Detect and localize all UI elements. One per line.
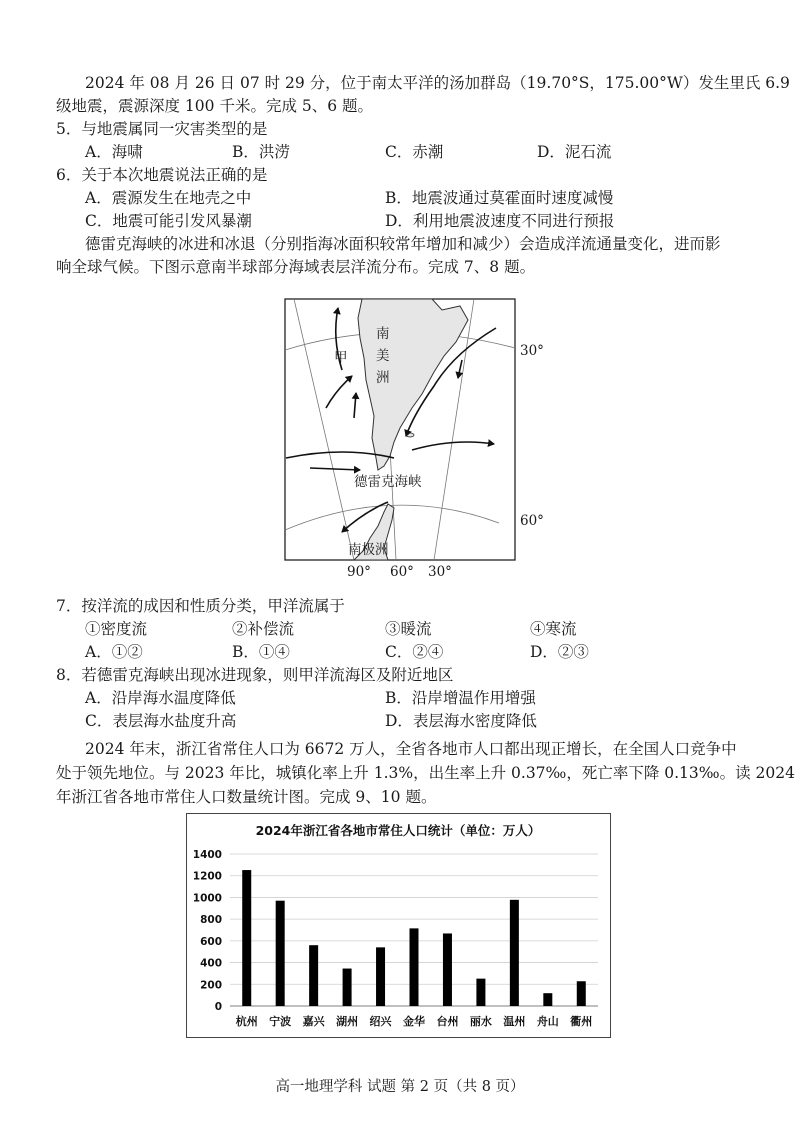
map-label-drake-passage: 德雷克海峡 [354, 474, 422, 490]
chart-ytick-label: 1400 [192, 849, 222, 861]
q8-option-c: C．表层海水盐度升高 [85, 712, 237, 730]
chart-ytick-label: 200 [200, 979, 222, 992]
chart-bar [276, 901, 285, 1006]
q7-option-a: A．①② [85, 643, 143, 661]
intro3-line1: 2024 年末，浙江省常住人口为 6672 万人，全省各地市人口都出现正增长，在全国人口竞争中 [85, 740, 737, 758]
map-lon-30-label: 30° [428, 564, 452, 580]
chart-xtick-label: 舟山 [536, 1015, 559, 1028]
map-svg [284, 298, 516, 561]
intro1-line2: 级地震，震源深度 100 千米。完成 5、6 题。 [56, 97, 374, 115]
chart-bar [309, 945, 318, 1006]
q6-option-b: B．地震波通过莫霍面时速度减慢 [385, 189, 614, 207]
chart-ytick-label: 1200 [192, 870, 222, 883]
intro3-line3: 年浙江省各地市常住人口数量统计图。完成 9、10 题。 [56, 788, 437, 806]
chart-bar [543, 993, 552, 1006]
map-label-jia: 甲 [334, 350, 348, 366]
q6-stem: 6．关于本次地震说法正确的是 [56, 166, 268, 184]
q5-stem: 5．与地震属同一灾害类型的是 [56, 120, 268, 138]
chart-xtick-label: 丽水 [469, 1015, 492, 1028]
chart-ytick-label: 1000 [192, 892, 222, 905]
map-label-zhou: 洲 [376, 370, 390, 386]
map-lat-30-label: 30° [520, 343, 544, 359]
chart-bar [476, 979, 485, 1006]
chart-xtick-label: 金华 [403, 1015, 425, 1028]
chart-bar [343, 969, 352, 1006]
chart-xtick-label: 杭州 [235, 1015, 258, 1028]
chart-bar [510, 900, 519, 1006]
q5-option-d: D．泥石流 [537, 143, 612, 161]
map-lon-90-label: 90° [347, 564, 371, 580]
q5-option-c: C．赤潮 [385, 143, 444, 161]
page-footer: 高一地理学科 试题 第 2 页（共 8 页） [275, 1079, 525, 1095]
q5-option-b: B．洪涝 [232, 143, 290, 161]
chart-ytick-label: 800 [200, 914, 222, 927]
q8-option-d: D．表层海水密度降低 [385, 712, 537, 730]
map-lon-60-label: 60° [390, 564, 414, 580]
chart-bar [410, 928, 419, 1006]
chart-svg [186, 813, 611, 1038]
chart-bar [443, 933, 452, 1006]
q5-option-a: A．海啸 [85, 143, 143, 161]
ocean-current-map [284, 298, 516, 561]
map-lat-60-label: 60° [520, 513, 544, 529]
chart-title: 2024年浙江省各地市常住人口统计（单位：万人） [255, 823, 541, 838]
intro2-line1: 德雷克海峡的冰进和冰退（分别指海冰面积较常年增加和减少）会造成洋流通量变化，进而影 [85, 235, 721, 253]
population-bar-chart [186, 813, 611, 1038]
q8-option-b: B．沿岸增温作用增强 [385, 689, 536, 707]
q7-item-1: ①密度流 [85, 620, 148, 638]
map-label-antarctica: 南极洲 [348, 542, 389, 558]
q7-stem: 7．按洋流的成因和性质分类，甲洋流属于 [56, 597, 345, 615]
chart-xtick-label: 嘉兴 [302, 1015, 325, 1028]
chart-xtick-label: 宁波 [269, 1015, 292, 1028]
chart-xtick-label: 绍兴 [369, 1015, 392, 1028]
map-label-nan: 南 [376, 326, 390, 342]
chart-bar [242, 870, 251, 1006]
chart-bar [577, 981, 586, 1006]
q6-option-c: C．地震可能引发风暴潮 [85, 212, 252, 230]
chart-ytick-label: 400 [200, 957, 222, 970]
intro1-line1: 2024 年 08 月 26 日 07 时 29 分，位于南太平洋的汤加群岛（19.70°S，175.00°W）发生里氏 6.9 [85, 74, 790, 92]
q7-option-c: C．②④ [385, 643, 444, 661]
q7-item-3: ③暖流 [385, 620, 432, 638]
chart-xtick-label: 衢州 [570, 1015, 593, 1028]
map-label-mei: 美 [376, 348, 390, 364]
chart-ytick-label: 600 [200, 935, 222, 948]
chart-xtick-label: 温州 [503, 1015, 526, 1028]
q6-option-a: A．震源发生在地壳之中 [85, 189, 252, 207]
q7-item-4: ④寒流 [530, 620, 577, 638]
chart-bar [376, 947, 385, 1006]
q7-item-2: ②补偿流 [232, 620, 295, 638]
q8-option-a: A．沿岸海水温度降低 [85, 689, 236, 707]
intro3-line2: 处于领先地位。与 2023 年比，城镇化率上升 1.3%，出生率上升 0.37‰，死亡率下降 0.13‰。读 2024 [56, 764, 795, 782]
q7-option-d: D．②③ [530, 643, 589, 661]
q7-option-b: B．①④ [232, 643, 290, 661]
chart-xtick-label: 湖州 [336, 1015, 359, 1028]
chart-xtick-label: 台州 [436, 1015, 459, 1028]
intro2-line2: 响全球气候。下图示意南半球部分海域表层洋流分布。完成 7、8 题。 [56, 258, 536, 276]
q6-option-d: D．利用地震波速度不同进行预报 [385, 212, 615, 230]
q8-stem: 8．若德雷克海峡出现冰进现象，则甲洋流海区及附近地区 [56, 666, 454, 684]
chart-ytick-label: 0 [214, 1001, 222, 1013]
